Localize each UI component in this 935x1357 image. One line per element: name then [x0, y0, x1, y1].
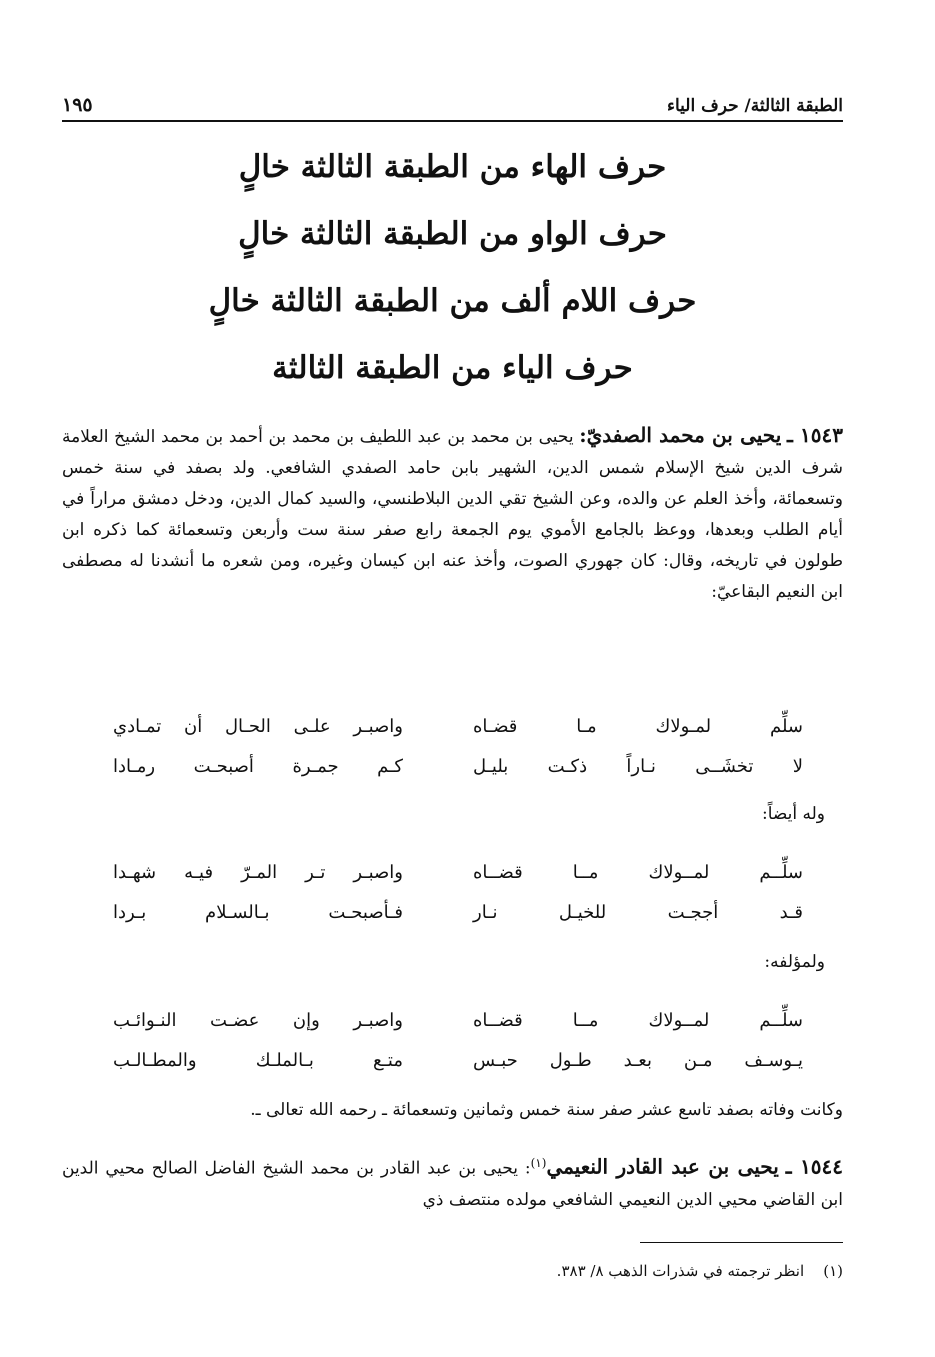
hemistich-second: كـم جمـرة أصبحـت رمـادا: [113, 755, 403, 777]
hemistich-second: واصبـر تـر المـرّ فيـه شهـدا: [113, 861, 403, 883]
heading-ha: حرف الهاء من الطبقة الثالثة خالٍ: [238, 149, 667, 185]
section-headings: [62, 140, 843, 408]
heading-waw: حرف الواو من الطبقة الثالثة خالٍ: [238, 216, 667, 252]
poem-label: ولمؤلفه:: [764, 952, 825, 972]
footnote-marker: (١): [823, 1262, 843, 1280]
hemistich-first: سلِّــم لمــولاك مــا قضــاه: [473, 861, 803, 883]
entry-name: يحيى بن محمد الصفديّ:: [579, 423, 782, 447]
verse-line: [62, 1040, 843, 1080]
verse-line: [62, 892, 843, 932]
verse-line: [62, 706, 843, 746]
hemistich-first: قـد أججـت للخيـل نـار: [473, 901, 803, 923]
heading-ya: حرف الياء من الطبقة الثالثة: [272, 350, 633, 386]
footnote-reference[interactable]: (١): [530, 1156, 547, 1170]
entry-text: يحيى بن محمد بن عبد اللطيف بن محمد بن أحمد بن محمد الشيخ العلامة شرف الدين شيخ الإسلام شمس الدين، الشهير بابن حامد الصفدي الشافعي. ولد بصفد في سنة خمس وتسعمائة، وأخذ العلم عن والده، وعن الشيخ تقي الدين البلاطنسي، والسيد كمال الدين، ودخل دمشق مراراً في أيام الطلب وبعدها، ووعظ بالجامع الأموي يوم الجمعة رابع صفر سنة ست وأربعن وتسعمائة كما ذكره ابن طولون في تاريخه، وقال: كان جهوري الصوت، وأخذ عنه ابن كيسان وغيره، ومن شعره ما أنشدنا له مصطفى ابن النعيم البقاعيّ:: [62, 427, 843, 602]
heading-lam-alif: حرف اللام ألف من الطبقة الثالثة خالٍ: [208, 283, 697, 319]
poem-1: [62, 706, 843, 786]
footnote-divider: [640, 1242, 843, 1243]
death-note: وكانت وفاته بصفد تاسع عشر صفر سنة خمس وثمانين وتسعمائة ـ رحمه الله تعالى ـ.: [250, 1100, 843, 1120]
entry-name: يحيى بن عبد القادر النعيمي: [546, 1154, 779, 1179]
poem-label: وله أيضاً:: [761, 804, 825, 824]
hemistich-first: لا تخشَــى نـاراً ذكـت بليـل: [473, 755, 803, 777]
hemistich-first: يـوسـف مـن بعـد طـول حبـس: [473, 1049, 803, 1071]
verse-line: [62, 852, 843, 892]
entry-1544: [62, 1148, 843, 1216]
poem-3: [62, 1000, 843, 1080]
entry-1543: [62, 420, 843, 608]
hemistich-second: متـع بـالملـك والمطـالـب: [113, 1049, 403, 1071]
hemistich-first: سلِّــم لمــولاك مــا قضــاه: [473, 1009, 803, 1031]
hemistich-first: سلِّم لمـولاك مـا قضـاه: [473, 715, 803, 737]
entry-number: ١٥٤٤ ـ: [785, 1154, 844, 1179]
entry-number: ١٥٤٣ ـ: [786, 423, 843, 447]
running-title: الطبقة الثالثة/ حرف الياء: [666, 96, 843, 116]
footnote: [557, 1262, 843, 1280]
verse-line: [62, 1000, 843, 1040]
page-header: [62, 82, 843, 122]
hemistich-second: فـأصبحـت بـالسـلام بـردا: [113, 901, 403, 923]
hemistich-second: واصبـر علـى الحـال أن تمـادي: [113, 715, 403, 737]
poem-2: [62, 852, 843, 932]
page-number: ١٩٥: [62, 94, 93, 116]
footnote-text: انظر ترجمته في شذرات الذهب ٨/ ٣٨٣.: [556, 1262, 805, 1280]
entry-text: : يحيى بن عبد القادر بن محمد الشيخ الفاضل الصالح محيي الدين ابن القاضي محيي الدين النعيمي الشافعي مولده منتصف ذي: [62, 1158, 843, 1210]
verse-line: [62, 746, 843, 786]
hemistich-second: واصبـر وإن عضـت النـوائـب: [113, 1009, 403, 1031]
